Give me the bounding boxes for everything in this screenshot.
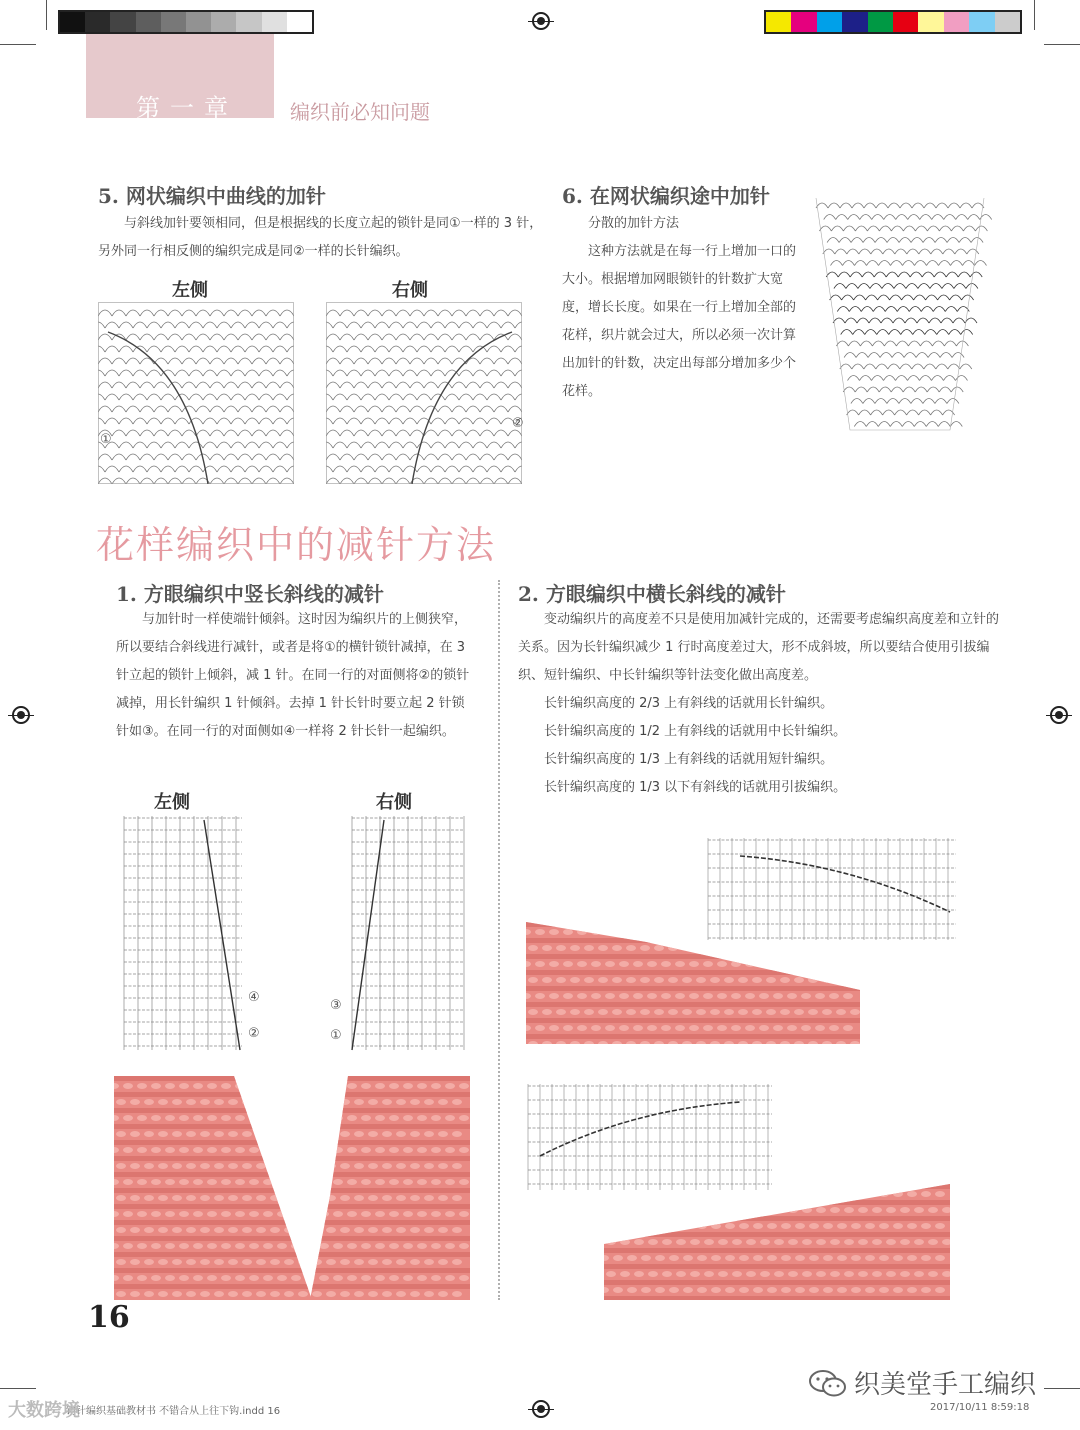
mesh-increase-right-diagram [326,302,522,484]
page-number: 16 [88,1300,130,1335]
watermark-text: 织美堂手工编织 [854,1370,1037,1400]
section-2-rule: 长针编织高度的 1/3 以下有斜线的话就用引拔编织。 [544,780,847,795]
watermark [808,1364,1036,1401]
color-swatch [85,12,110,32]
decrease-methods-heading: 花样编织中的减针方法 [96,523,497,567]
yarn-texture [604,1184,950,1300]
crop-mark [1044,44,1080,45]
mesh-right-mark: ② [512,416,524,431]
yarn-swatch-right-photo [310,1076,470,1300]
yarn-texture [526,922,860,1044]
color-calibration-bar [764,10,1022,34]
crop-mark [1034,0,1035,30]
filet-grid [352,816,464,1050]
wechat-icon [808,1368,848,1398]
registration-mark-right [1050,706,1068,724]
color-swatch [136,12,161,32]
section-2-rule: 长针编织高度的 2/3 上有斜线的话就用长针编织。 [544,696,834,711]
mesh-pattern [816,198,992,430]
color-swatch [287,12,312,32]
mesh-increase-left-diagram [98,302,294,484]
filet-grid [124,816,242,1050]
registration-mark-bottom [532,1400,550,1418]
section-1-right-label: 右侧 [376,792,412,813]
mesh-pattern [326,303,522,485]
filet-decrease-right-diagram [346,814,468,1054]
yarn-swatch-lower-photo [604,1184,950,1300]
section-6-subtitle: 分散的加针方法 [588,216,680,231]
color-swatch [918,12,943,32]
crop-mark [0,1388,36,1389]
crop-mark [46,0,47,30]
section-5-body [98,210,548,266]
section-2-title: 2. 方眼编织中横长斜线的减针 [518,582,786,606]
color-swatch [842,12,867,32]
color-swatch [893,12,918,32]
filet-mark-1: ① [330,1028,342,1043]
section-1-title: 1. 方眼编织中竖长斜线的减针 [116,582,384,606]
section-2-body [518,606,1000,802]
color-swatch [262,12,287,32]
chapter-subtitle: 编织前必知问题 [290,100,430,124]
mesh-distributed-increase-diagram [806,192,994,432]
color-swatch [817,12,842,32]
color-swatch [868,12,893,32]
section-2-rule: 长针编织高度的 1/2 上有斜线的话就用中长针编织。 [544,724,847,739]
color-swatch [186,12,211,32]
mesh-pattern [98,303,294,485]
color-swatch [236,12,261,32]
section-5-title: 5. 网状编织中曲线的加针 [98,184,326,208]
color-swatch [60,12,85,32]
section-2-paragraph: 变动编织片的高度差不只是使用加减针完成的，还需要考虑编织高度差和立针的关系。因为长针编织减少 1 行时高度差过大，形不成斜坡，所以要结合使用引拔编织、短针编织、中长针编织等针法变化做出高度差。 [518,612,1000,683]
section-6-body [562,210,800,406]
grey-calibration-bar [58,10,314,34]
file-info: 钩针编织基础教材书 不错合从上往下钩.indd 16 [66,1406,281,1417]
registration-mark-left [12,706,30,724]
yarn-swatch-upper-photo [526,922,860,1044]
crop-mark [0,44,36,45]
color-swatch [110,12,135,32]
chapter-label: 第一章 [136,94,238,122]
section-5-left-label: 左侧 [172,280,208,301]
slope-grid [528,1084,772,1190]
section-1-left-label: 左侧 [154,792,190,813]
section-5-right-label: 右侧 [392,280,428,301]
yarn-texture [114,1076,312,1300]
color-swatch [791,12,816,32]
column-divider [498,580,500,1300]
filet-mark-3: ③ [330,998,342,1013]
color-swatch [944,12,969,32]
horizontal-decrease-lower-diagram [520,1080,780,1196]
section-2-rule: 长针编织高度的 1/3 上有斜线的话就用短针编织。 [544,752,834,767]
filet-mark-2: ② [248,1026,260,1041]
filet-decrease-left-diagram [118,814,246,1054]
color-swatch [995,12,1020,32]
color-swatch [969,12,994,32]
section-1-paragraph: 与加针时一样使端针倾斜。这时因为编织片的上侧狭窄，所以要结合斜线进行减针，或者是将①的横针锁针减掉，在 3 针立起的锁针上倾斜，减 1 针。在同一行的对面侧将②的锁针减掉，用长针编织 1 针倾斜。去掉 1 针长针时要立起 2 针锁针如③。在同一行的对面侧如④一样将 2 针长针一起编织。 [116,612,470,739]
yarn-swatch-left-photo [114,1076,312,1300]
crop-mark [1044,1388,1080,1389]
corner-watermark: 大数跨境 [8,1400,80,1421]
color-swatch [211,12,236,32]
section-1-body [116,606,472,746]
filet-mark-4: ④ [248,990,260,1005]
color-swatch [766,12,791,32]
mesh-left-mark: ① [100,432,112,447]
section-6-paragraph: 这种方法就是在每一行上增加一口的大小。根据增加网眼锁针的针数扩大宽度，增长长度。如果在一行上增加全部的花样，织片就会过大，所以必须一次计算出加针的针数，决定出每部分增加多少个花样。 [562,244,797,399]
color-swatch [161,12,186,32]
yarn-texture [310,1076,470,1300]
section-6-title: 6. 在网状编织途中加针 [562,184,770,208]
print-timestamp: 2017/10/11 8:59:18 [930,1402,1030,1413]
registration-mark-top [532,12,550,30]
section-5-paragraph: 与斜线加针要领相同，但是根据线的长度立起的锁针是同①一样的 3 针，另外同一行相反侧的编织完成是同②一样的长针编织。 [98,216,543,259]
